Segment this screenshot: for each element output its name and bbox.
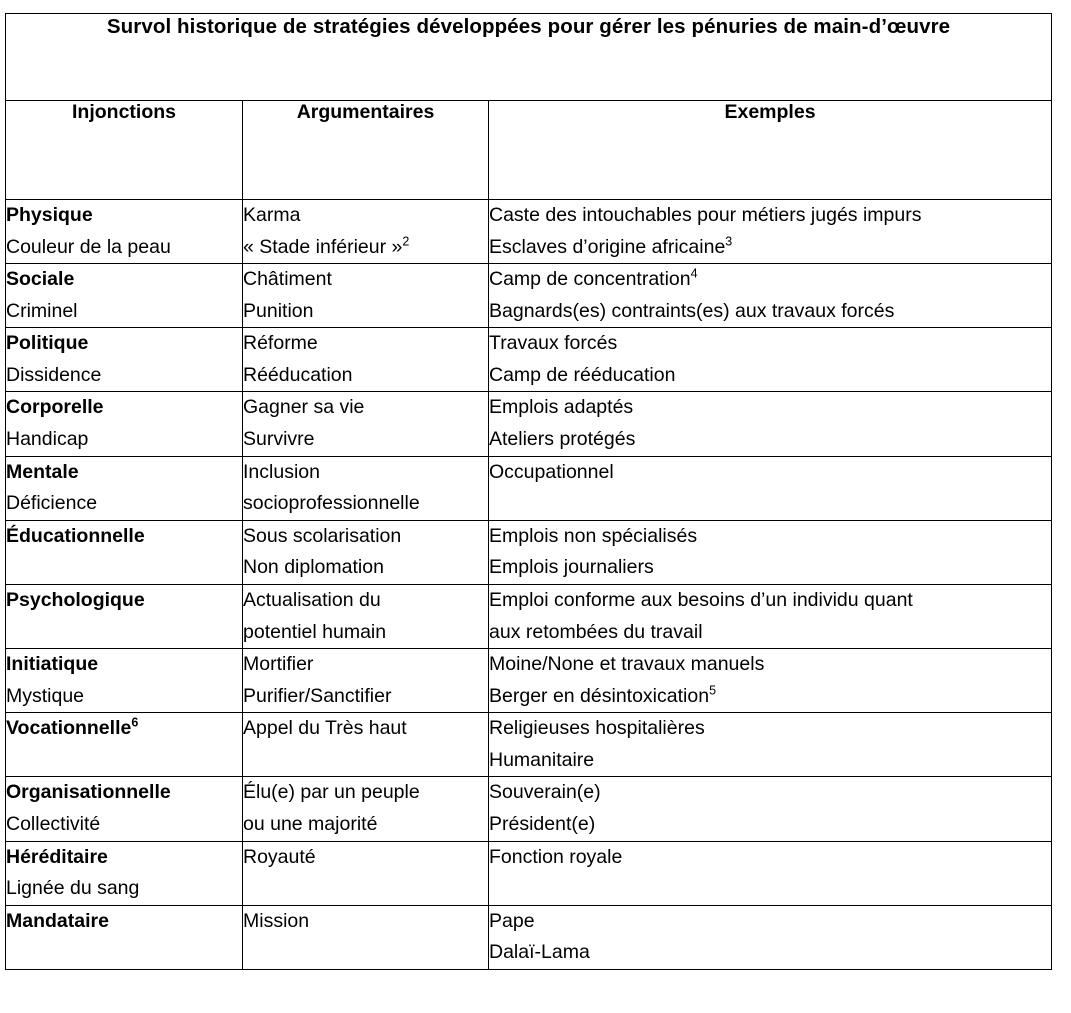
cell-line: Pape <box>489 909 535 932</box>
cell-exemples-1 <box>489 264 1052 328</box>
cell-line: Caste des intouchables pour métiers jugés impurs <box>489 204 922 226</box>
page-title: Survol historique de stratégies développées pour gérer les pénuries de main-d’œuvre <box>106 15 951 38</box>
cell-argumentaires-1 <box>243 264 489 328</box>
cell-exemples-9 <box>489 777 1052 841</box>
cell-line: Criminel <box>6 299 78 322</box>
cell-line: Punition <box>243 299 314 322</box>
cell-line: Royauté <box>243 845 316 868</box>
cell-line: Psychologique <box>6 588 145 611</box>
cell-line: Physique <box>6 204 93 226</box>
cell-line: Souverain(e) <box>489 781 601 804</box>
cell-injonctions-1 <box>6 264 243 328</box>
cell-line: Emplois journaliers <box>489 556 654 579</box>
cell-line: Berger en désintoxication$^5$ <box>489 683 716 707</box>
cell-line: Handicap <box>6 428 89 451</box>
table-row <box>6 520 1052 584</box>
cell-line: Collectivité <box>6 812 101 835</box>
cell-line: Couleur de la peau <box>6 235 171 258</box>
cell-exemples-4 <box>489 456 1052 520</box>
cell-injonctions-9 <box>6 777 243 841</box>
footnote-marker: 4 <box>690 266 698 281</box>
cell-line: Éducationnelle <box>6 524 145 547</box>
cell-line: Moine/None et travaux manuels <box>489 653 765 676</box>
cell-line: Sous scolarisation <box>243 524 402 547</box>
cell-line: Mission <box>243 909 310 932</box>
cell-line: Karma <box>243 204 301 226</box>
cell-argumentaires-8 <box>243 713 489 777</box>
cell-argumentaires-7 <box>243 649 489 713</box>
cell-exemples-11 <box>489 905 1052 969</box>
table-row <box>6 649 1052 713</box>
table-row <box>6 905 1052 969</box>
cell-line: Organisationnelle <box>6 781 171 804</box>
table-row <box>6 456 1052 520</box>
footnote-marker: 3 <box>725 234 733 249</box>
cell-line: Emplois non spécialisés <box>489 524 698 547</box>
cell-argumentaires-9 <box>243 777 489 841</box>
cell-line: Politique <box>6 332 89 355</box>
cell-exemples-5 <box>489 520 1052 584</box>
cell-line: Survivre <box>243 428 315 451</box>
cell-line: Appel du Très haut <box>243 717 407 740</box>
cell-line: Purifier/Sanctifier <box>243 684 392 707</box>
cell-injonctions-11 <box>6 905 243 969</box>
cell-line: Lignée du sang <box>6 877 140 900</box>
table-row <box>6 584 1052 648</box>
cell-line: Initiatique <box>6 653 99 676</box>
cell-line: Réforme <box>243 332 318 355</box>
cell-line: Président(e) <box>489 812 596 835</box>
cell-line: potentiel humain <box>243 620 387 643</box>
table-row <box>6 777 1052 841</box>
cell-line: Mortifier <box>243 653 314 676</box>
cell-exemples-0 <box>489 200 1052 264</box>
cell-line: Châtiment <box>243 268 332 291</box>
cell-argumentaires-5 <box>243 520 489 584</box>
column-header-argumentaires: Argumentaires <box>243 101 489 200</box>
cell-line: Déficience <box>6 492 98 515</box>
table-row <box>6 264 1052 328</box>
cell-line: Fonction royale <box>489 845 623 868</box>
cell-injonctions-7 <box>6 649 243 713</box>
cell-injonctions-3 <box>6 392 243 456</box>
cell-line: Emploi conforme aux besoins d’un individu quant <box>489 588 913 611</box>
cell-line: Dissidence <box>6 363 102 386</box>
cell-argumentaires-2 <box>243 328 489 392</box>
table-title-cell <box>6 14 1052 101</box>
table-row <box>6 200 1052 264</box>
cell-argumentaires-0 <box>243 200 489 264</box>
table-title-row <box>6 14 1052 101</box>
cell-line: ou une majorité <box>243 812 378 835</box>
table-row <box>6 392 1052 456</box>
cell-line: Mystique <box>6 684 85 707</box>
cell-exemples-8 <box>489 713 1052 777</box>
table-row <box>6 841 1052 905</box>
cell-injonctions-5 <box>6 520 243 584</box>
table-body <box>6 14 1052 970</box>
cell-line: Camp de concentration$^4$ <box>489 266 698 291</box>
cell-line: Élu(e) par un peuple <box>243 781 420 804</box>
cell-argumentaires-4 <box>243 456 489 520</box>
cell-line: Bagnards(es) contraints(es) aux travaux forcés <box>489 299 895 322</box>
column-header-exemples: Exemples <box>489 101 1052 200</box>
footnote-marker: 2 <box>402 234 410 249</box>
cell-line: Rééducation <box>243 363 353 386</box>
cell-injonctions-8 <box>6 713 243 777</box>
cell-line: Mandataire <box>6 909 109 932</box>
cell-line: Inclusion <box>243 460 320 483</box>
cell-line: Actualisation du <box>243 588 381 611</box>
cell-exemples-6 <box>489 584 1052 648</box>
cell-line: Dalaï-Lama <box>489 941 590 964</box>
cell-line: Sociale <box>6 268 75 291</box>
footnote-marker: 6 <box>131 715 139 730</box>
cell-line: Vocationnelle$^6$ <box>6 715 139 740</box>
cell-line: « Stade inférieur »$^2$ <box>243 234 410 258</box>
footnote-marker: 5 <box>709 683 716 698</box>
cell-line: socioprofessionnelle <box>243 492 420 515</box>
cell-line: Humanitaire <box>489 748 595 771</box>
cell-line: Corporelle <box>6 396 104 419</box>
strategies-table <box>5 13 1052 970</box>
cell-line: Esclaves d’origine africaine$^3$ <box>489 234 733 258</box>
cell-line: Ateliers protégés <box>489 428 636 451</box>
table-header-row <box>6 101 1052 200</box>
cell-exemples-2 <box>489 328 1052 392</box>
table-row <box>6 328 1052 392</box>
cell-line: Mentale <box>6 460 79 483</box>
cell-line: Héréditaire <box>6 845 108 868</box>
cell-line: Camp de rééducation <box>489 363 676 386</box>
cell-injonctions-2 <box>6 328 243 392</box>
cell-injonctions-10 <box>6 841 243 905</box>
cell-argumentaires-11 <box>243 905 489 969</box>
cell-injonctions-4 <box>6 456 243 520</box>
cell-line: Emplois adaptés <box>489 396 634 419</box>
cell-exemples-7 <box>489 649 1052 713</box>
cell-argumentaires-10 <box>243 841 489 905</box>
cell-exemples-3 <box>489 392 1052 456</box>
cell-line: Travaux forcés <box>489 332 618 355</box>
cell-argumentaires-3 <box>243 392 489 456</box>
cell-line: aux retombées du travail <box>489 620 703 643</box>
cell-line: Gagner sa vie <box>243 396 365 419</box>
column-header-injonctions: Injonctions <box>6 101 243 200</box>
cell-line: Religieuses hospitalières <box>489 717 705 740</box>
cell-exemples-10 <box>489 841 1052 905</box>
table-row <box>6 713 1052 777</box>
cell-line: Occupationnel <box>489 460 614 483</box>
cell-injonctions-6 <box>6 584 243 648</box>
cell-injonctions-0 <box>6 200 243 264</box>
cell-argumentaires-6 <box>243 584 489 648</box>
cell-line: Non diplomation <box>243 556 384 579</box>
